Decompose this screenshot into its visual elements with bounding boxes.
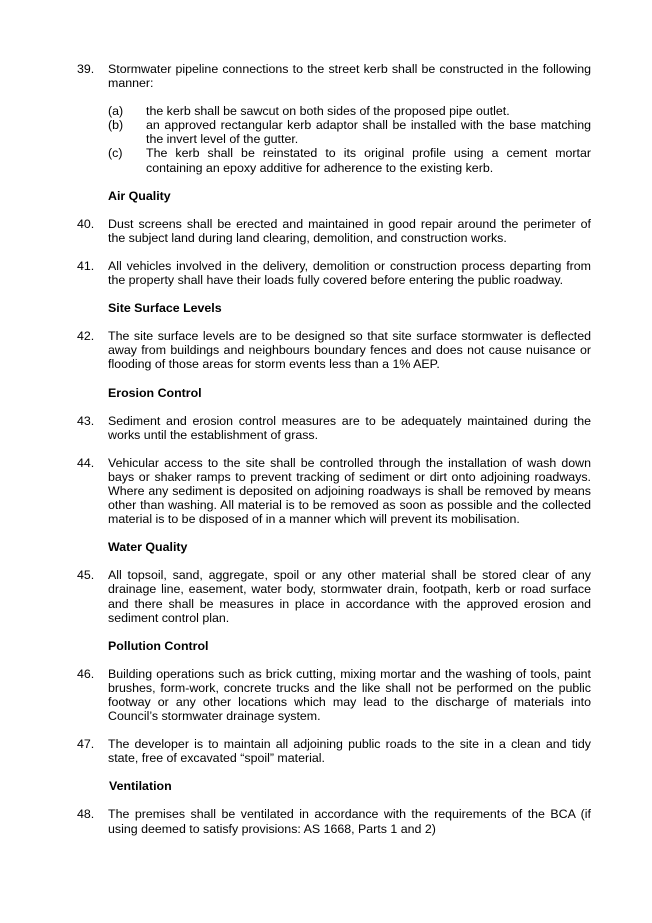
clause-42 [77,329,591,371]
clause-45 [77,568,591,624]
clause-number: 47. [77,737,95,752]
sub-item-label: (b) [108,118,124,133]
sub-item-text: the kerb shall be sawcut on both sides of the proposed pipe outlet. [146,104,510,119]
section-heading-ventilation: Ventilation [109,779,172,794]
clause-text: The premises shall be ventilated in accordance with the requirements of the BCA (if using deemed to satisfy provisions: AS 1668, Parts 1 and 2) [108,807,591,836]
sub-item-label: (c) [108,146,123,161]
clause-41 [77,259,591,287]
clause-number: 42. [77,329,95,344]
clause-44 [77,456,591,526]
clause-text: Stormwater pipeline connections to the street kerb shall be constructed in the following manner: [108,62,591,91]
clause-number: 40. [77,216,95,231]
clause-text: All vehicles involved in the delivery, demolition or construction process departing from the property shall have their loads fully covered before entering the public roadway. [108,258,591,288]
clause-39 [77,62,591,175]
clause-46 [77,667,591,723]
clause-number: 43. [77,413,95,428]
section-heading-site-surface-levels: Site Surface Levels [108,301,222,316]
clause-text: Sediment and erosion control measures are to be adequately maintained during the works until the establishment of grass. [108,413,591,442]
clause-number: 41. [77,258,95,273]
clause-text: Vehicular access to the site shall be controlled through the installation of wash down bays or shaker ramps to prevent tracking of sediment or dirt onto adjoining roadways. Where any sediment is deposited on adjoining roadways is shall be removed by means other than washing. All material is to be removed as soon as possible and the collected material is to be disposed of in a manner which will prevent its mobilisation. [108,455,591,527]
section-heading-erosion-control: Erosion Control [108,385,202,400]
clause-47 [77,737,591,765]
sub-item-a [108,104,591,118]
clause-48 [77,807,591,835]
sub-item-text: an approved rectangular kerb adaptor shall be installed with the base matching the invert level of the gutter. [146,118,591,147]
clause-number: 45. [77,568,95,583]
sub-item-label: (a) [108,104,124,119]
clause-body [108,62,591,175]
sub-item-c [108,146,591,174]
section-heading-pollution-control: Pollution Control [108,638,209,653]
clause-number: 48. [77,807,95,822]
clause-43 [77,414,591,442]
clause-number: 39. [77,62,95,76]
sub-item-list [108,104,591,174]
sub-item-b [108,118,591,146]
clause-40 [77,217,591,245]
section-heading-air-quality: Air Quality [108,188,171,203]
clause-text: Building operations such as brick cutting, mixing mortar and the washing of tools, paint brushes, form-work, concrete trucks and the like shall not be performed on the public footway or any other locations which may lead to the discharge of materials into Council’s stormwater drainage system. [108,666,591,724]
sub-item-text: The kerb shall be reinstated to its original profile using a cement mortar containing an epoxy additive for adherence to the existing kerb. [146,146,591,175]
clause-number: 44. [77,455,95,470]
clause-text: The site surface levels are to be designed so that site surface stormwater is deflected away from buildings and neighbours boundary fences and does not cause nuisance or flooding of those areas for storm events less than a 1% AEP. [108,329,591,372]
section-heading-water-quality: Water Quality [108,540,188,555]
clause-text: All topsoil, sand, aggregate, spoil or any other material shall be stored clear of any drainage line, easement, water body, stormwater drain, footpath, kerb or road surface and there shall be measures in place in accordance with the approved erosion and sediment control plan. [108,568,591,625]
clause-text: Dust screens shall be erected and maintained in good repair around the perimeter of the subject land during land clearing, demolition, and construction works. [108,216,591,245]
clause-number: 46. [77,666,95,681]
clause-text: The developer is to maintain all adjoining public roads to the site in a clean and tidy state, free of excavated “spoil” material. [108,737,591,766]
